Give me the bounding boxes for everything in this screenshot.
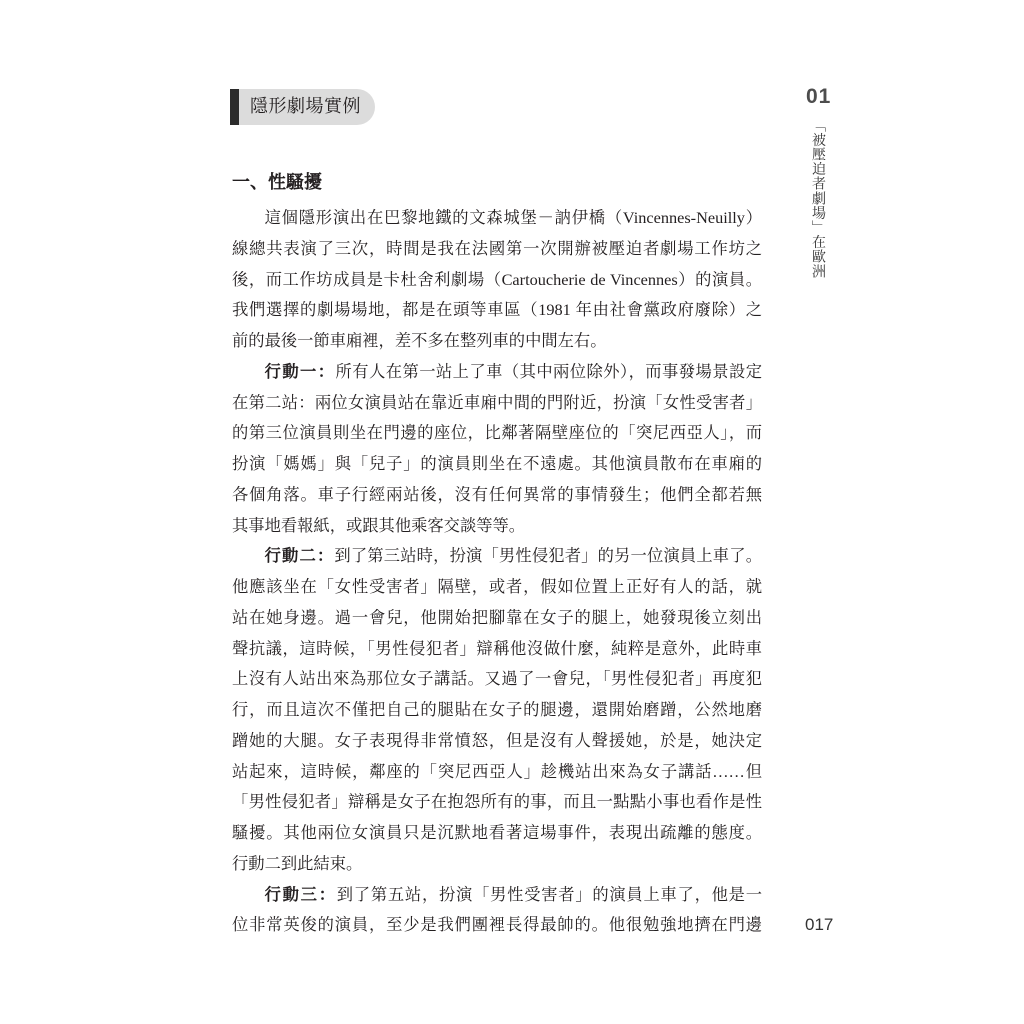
text-line [232,203,762,234]
line-text: 到了第三站時，扮演「男性侵犯者」的另一位演員上車了。 [334,546,762,566]
line-text: 上沒有人站出來為那位女子講話。又過了一會兒，「男性侵犯者」再度犯 [232,669,762,689]
text-line [232,634,762,665]
line-text: 的第三位演員則坐在門邊的座位，比鄰著隔壁座位的「突尼西亞人」，而 [232,423,762,443]
paragraph [232,880,762,942]
line-text: 後，而工作坊成員是卡杜舍利劇場（Cartoucherie de Vincennes）的演員。 [232,269,762,289]
body-text [232,203,762,941]
text-line [232,818,762,849]
paragraph [232,357,762,542]
paragraph [232,541,762,879]
line-text: 在第二站：兩位女演員站在靠近車廂中間的門附近，扮演「女性受害者」 [232,392,762,412]
line-text: 「男性侵犯者」辯稱是女子在抱怨所有的事，而且一點點小事也看作是性 [232,792,762,812]
line-text: 蹭她的大腿。女子表現得非常憤怒，但是沒有人聲援她，於是，她決定 [232,730,762,750]
action-label: 行動一： [264,361,336,381]
text-line [232,418,762,449]
text-line [232,603,762,634]
text-line [232,511,762,542]
line-text: 行，而且這次不僅把自己的腿貼在女子的腿邊，還開始磨蹭，公然地磨 [232,700,762,719]
text-line [232,695,762,726]
text-line [232,787,762,818]
text-line [232,572,762,603]
action-label: 行動二： [264,546,335,566]
text-line [232,910,762,941]
text-line [232,726,762,757]
text-line [232,357,762,388]
line-text: 位非常英俊的演員，至少是我們團裡長得最帥的。他很勉強地擠在門邊 [232,915,762,935]
chapter-title: 「被壓迫者劇場」在歐洲 [810,118,826,279]
line-text: 他應該坐在「女性受害者」隔壁，或者，假如位置上正好有人的話，就 [232,577,762,596]
line-text: 線總共表演了三次，時間是我在法國第一次開辦被壓迫者劇場工作坊之 [232,238,762,258]
line-text: 扮演「媽媽」與「兒子」的演員則坐在不遠處。其他演員散布在車廂的 [232,454,762,473]
section-tag [230,89,375,125]
line-text: 行動二到此結束。 [232,853,363,873]
line-text: 站起來，這時候，鄰座的「突尼西亞人」趁機站出來為女子講話……但 [232,761,762,781]
text-line [232,541,762,572]
text-line [232,880,762,911]
text-line [232,265,762,296]
text-line [232,295,762,326]
paragraph [232,203,762,357]
line-text: 到了第五站，扮演「男性受害者」的演員上車了，他是一 [336,884,762,904]
line-text: 站在她身邊。過一會兒，他開始把腳靠在女子的腿上，她發現後立刻出 [232,607,762,627]
line-text: 騷擾。其他兩位女演員只是沉默地看著這場事件，表現出疏離的態度。 [232,823,762,842]
line-text: 其事地看報紙，或跟其他乘客交談等等。 [232,515,526,535]
line-text: 我們選擇的劇場場地，都是在頭等車區（1981 年由社會黨政府廢除）之 [232,300,762,320]
text-line [232,234,762,265]
text-line [232,757,762,788]
line-text: 所有人在第一站上了車（其中兩位除外），而事發場景設定 [335,361,762,381]
section-tag-label: 隱形劇場實例 [239,89,375,125]
action-label: 行動三： [264,884,337,904]
section-tag-bar [230,89,239,125]
text-line [232,480,762,511]
line-text: 前的最後一節車廂裡，差不多在整列車的中間左右。 [232,331,607,350]
text-line [232,326,762,357]
section-heading: 一、性騷擾 [232,172,322,193]
text-line [232,664,762,695]
text-line [232,388,762,419]
line-text: 聲抗議，這時候，「男性侵犯者」辯稱他沒做什麼，純粹是意外，此時車 [232,638,762,658]
text-line [232,849,762,880]
text-line [232,449,762,480]
page-number: 017 [805,915,834,934]
chapter-number: 01 [806,85,832,108]
line-text: 各個角落。車子行經兩站後，沒有任何異常的事情發生；他們全都若無 [232,484,762,504]
line-text: 這個隱形演出在巴黎地鐵的文森城堡－訥伊橋（Vincennes-Neuilly） [264,208,762,227]
